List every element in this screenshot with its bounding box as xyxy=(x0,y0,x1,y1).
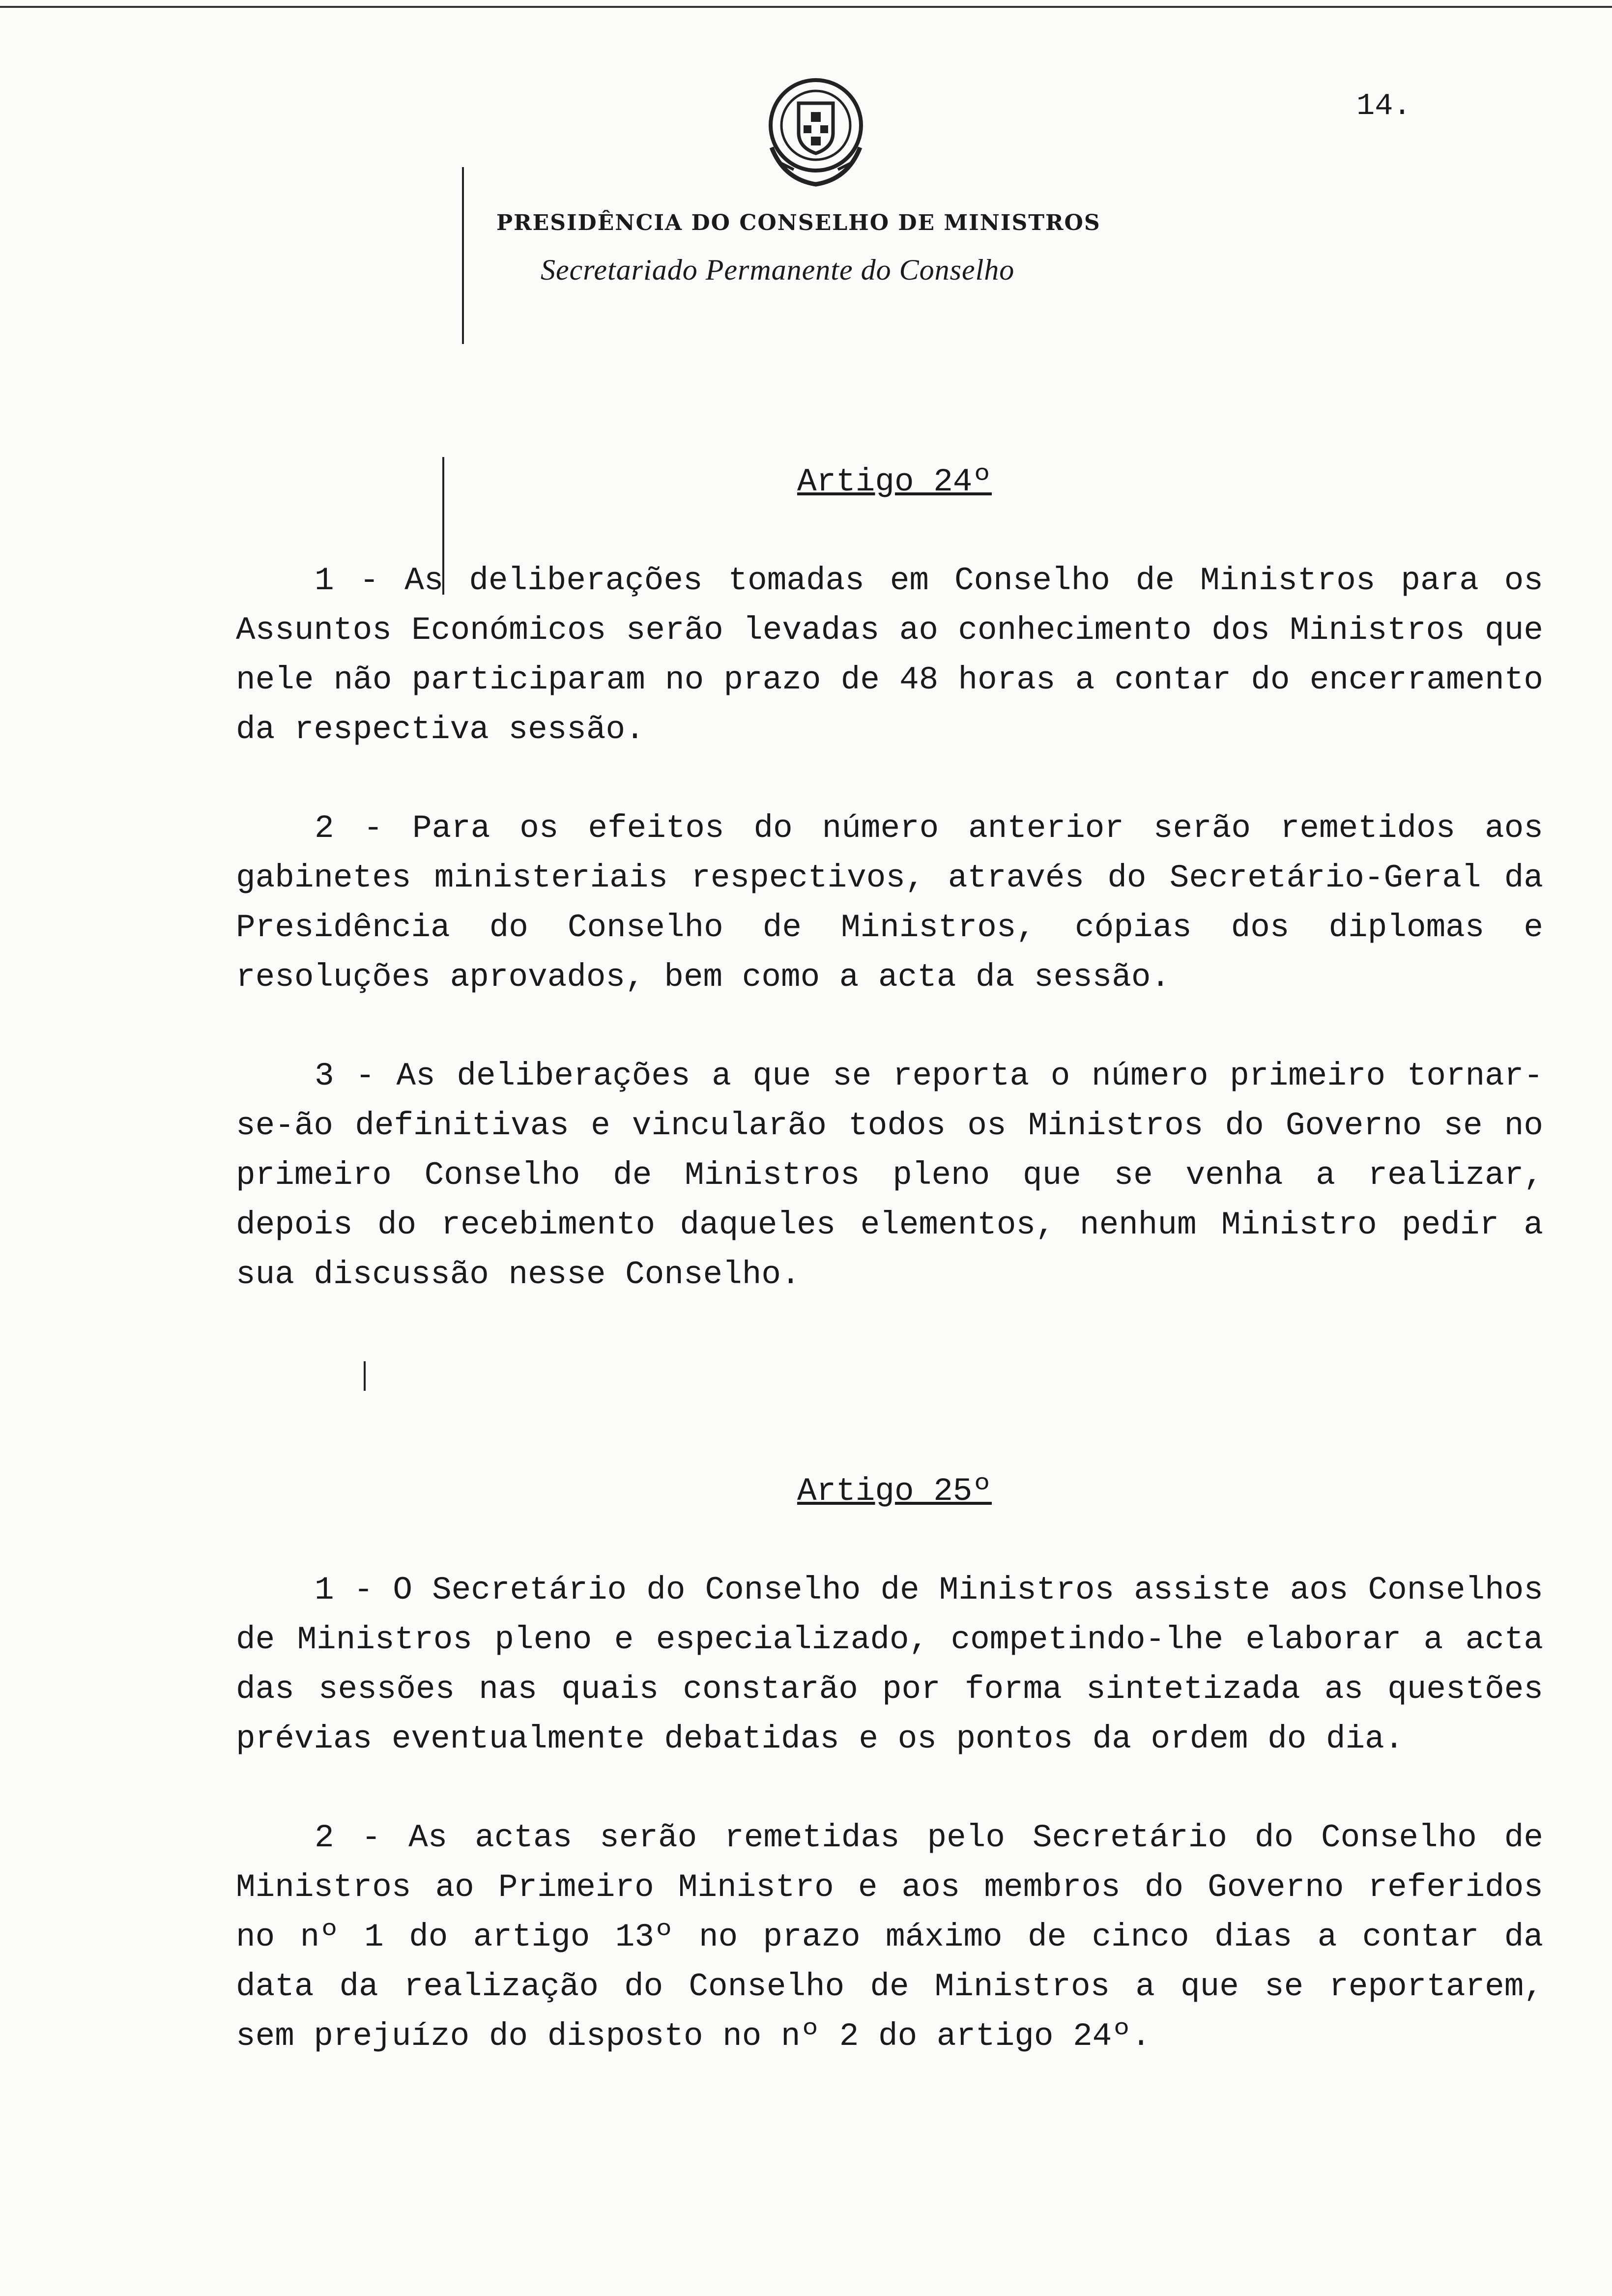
section-gap xyxy=(236,1349,1543,1466)
page-number: 14. xyxy=(1356,88,1411,123)
department-name: Secretariado Permanente do Conselho xyxy=(541,254,1015,286)
letterhead xyxy=(496,210,1130,287)
article-paragraph: 2 - As actas serão remetidas pelo Secretário do Conselho de Ministros ao Primeiro Ministro e aos membros do Governo referidos no nº 1 do artigo 13º no prazo máximo de cinco dias a contar da data da realização do Conselho de Ministros a que se reportarem, sem prejuízo do disposto no nº 2 do artigo 24º. xyxy=(236,1819,1543,2055)
margin-mark xyxy=(462,167,464,344)
article-paragraph: 1 - As deliberações tomadas em Conselho de Ministros para os Assuntos Económicos serão levadas ao conhecimento dos Ministros que nele não participaram no prazo de 48 horas a contar do encerramento da respectiva sessão. xyxy=(236,562,1543,748)
top-border-line xyxy=(0,6,1612,8)
article-paragraph: 3 - As deliberações a que se reporta o número primeiro tornar-se-ão definitivas e vincularão todos os Ministros do Governo se no primeiro Conselho de Ministros pleno que se venha a realizar, depois do recebimento daqueles elementos, nenhum Ministro pedir a sua discussão nesse Conselho. xyxy=(236,1058,1543,1293)
document-body xyxy=(236,457,1543,2110)
article-title: Artigo 25º xyxy=(797,1473,992,1510)
coat-of-arms-emblem xyxy=(764,74,867,187)
article-title: Artigo 24º xyxy=(797,463,992,500)
institution-name: PRESIDÊNCIA DO CONSELHO DE MINISTROS xyxy=(496,210,1101,235)
article-paragraph: 2 - Para os efeitos do número anterior serão remetidos aos gabinetes ministeriais respectivos, através do Secretário-Geral da Presidência do Conselho de Ministros, cópias dos diplomas e resoluções aprovados, bem como a acta da sessão. xyxy=(236,810,1543,996)
article-paragraph: 1 - O Secretário do Conselho de Ministros assiste aos Conselhos de Ministros pleno e especializado, competindo-lhe elaborar a acta das sessões nas quais constarão por forma sintetizada as questões prévias eventualmente debatidas e os pontos da ordem do dia. xyxy=(236,1572,1543,1757)
